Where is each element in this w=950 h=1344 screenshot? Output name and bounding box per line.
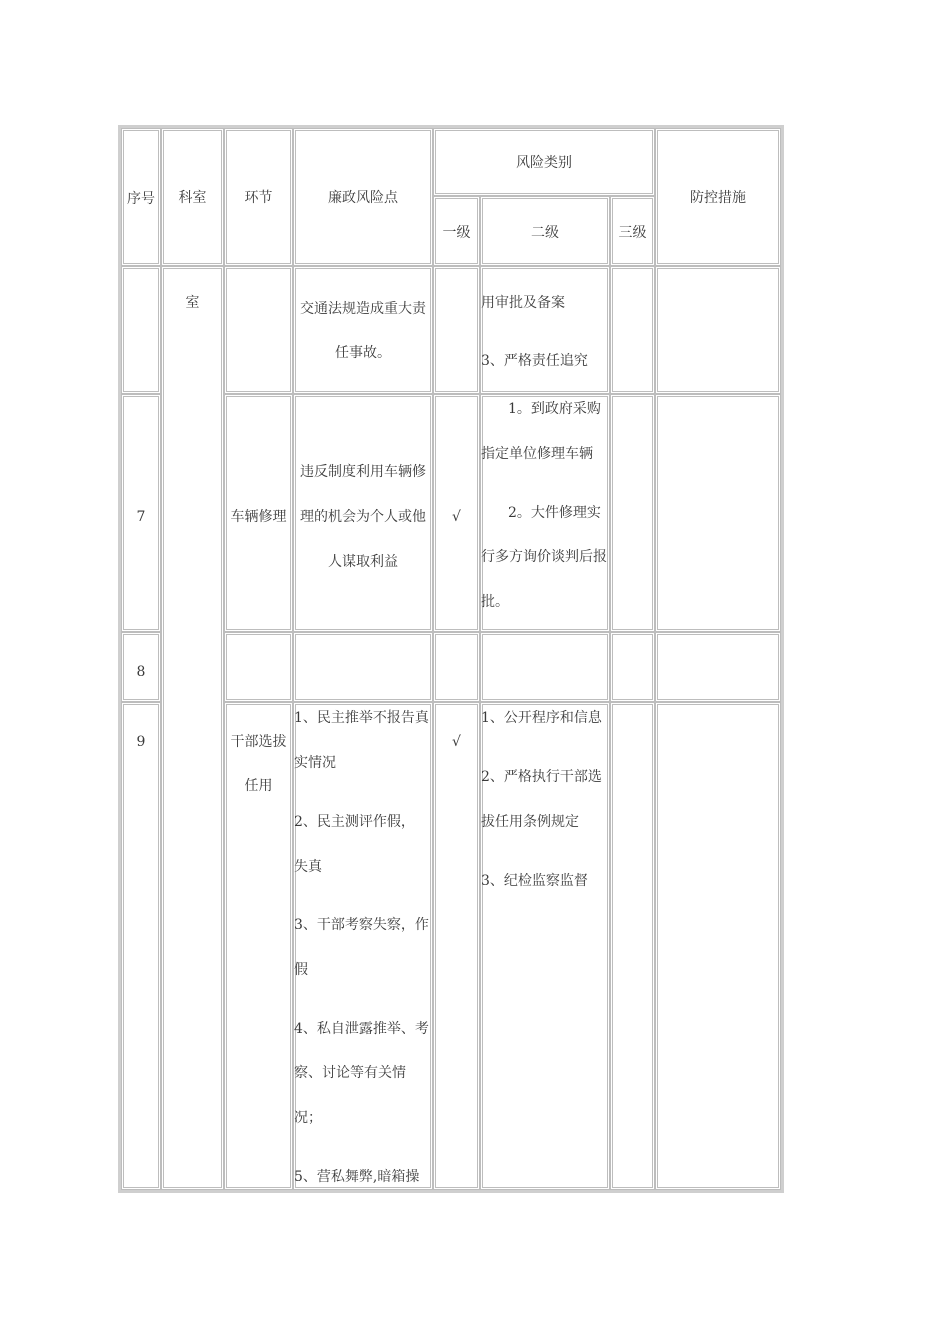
- header-level3: 三级: [618, 225, 647, 241]
- header-seq: 序号: [127, 191, 155, 207]
- row0-seq-cell: [121, 266, 161, 394]
- row9-risk-line: 实情况: [294, 755, 336, 771]
- row7-level2-line: 行多方询价谈判后报: [481, 549, 607, 565]
- row7-link: 车辆修理: [230, 509, 287, 525]
- row7-risk-line: 违反制度利用车辆修: [300, 464, 426, 480]
- row0-risk-cell: [293, 266, 433, 394]
- row7-level1-check: √: [452, 509, 461, 525]
- row8-level3-cell: [610, 632, 655, 702]
- row7-measures-cell: [655, 394, 781, 632]
- row0-level2-cell: [480, 266, 610, 394]
- row9-measures-cell: [655, 702, 781, 1190]
- header-measures: 防控措施: [690, 190, 746, 206]
- row9-risk-line: 3、干部考察失察，作: [294, 917, 429, 933]
- row9-level3-cell: [610, 702, 655, 1190]
- header-level2: 二级: [531, 225, 559, 241]
- row7-level2-line: 批。: [481, 594, 509, 610]
- row9-risk-line: 1、民主推举不报告真: [294, 710, 429, 726]
- row7-level2-line: 指定单位修理车辆: [481, 446, 593, 462]
- row0-level2-line: 用审批及备案: [481, 295, 565, 311]
- header-level1: 一级: [442, 225, 471, 241]
- row9-level2-line: 2、严格执行干部选: [481, 769, 602, 785]
- row0-level2-line: 3、严格责任追究: [481, 353, 588, 369]
- row8-link-cell: [224, 632, 293, 702]
- row0-measures-cell: [655, 266, 781, 394]
- row9-risk-line: 况；: [294, 1110, 322, 1126]
- row9-risk-line: 5、营私舞弊,暗箱操: [294, 1169, 420, 1185]
- row9-risk-line: 4、私自泄露推举、考: [294, 1021, 429, 1037]
- row8-level1-cell: [433, 632, 480, 702]
- row0-level3-cell: [610, 266, 655, 394]
- dept-label: 室: [185, 295, 200, 311]
- row9-level2-line: 3、纪检监察监督: [481, 873, 588, 889]
- row9-seq: 9: [136, 734, 146, 750]
- row0-link-cell: [224, 266, 293, 394]
- header-risk-point: 廉政风险点: [328, 190, 398, 206]
- row0-risk-line: 任事故。: [335, 345, 391, 361]
- row7-seq: 7: [136, 509, 146, 525]
- row8-risk-cell: [293, 632, 433, 702]
- row9-risk-line: 假: [294, 962, 308, 978]
- row9-risk-line: 失真: [294, 859, 322, 875]
- row7-level2-line: 2。大件修理实: [508, 505, 601, 521]
- header-dept: 科室: [178, 190, 207, 206]
- row9-risk-line: 察、讨论等有关情: [294, 1065, 406, 1081]
- row7-level3-cell: [610, 394, 655, 632]
- row7-level2-line: 1。到政府采购: [508, 401, 601, 417]
- row7-risk-line: 人谋取利益: [328, 554, 398, 570]
- row9-risk-line: 2、民主测评作假，: [294, 814, 415, 830]
- row8-level2-cell: [480, 632, 610, 702]
- row8-seq: 8: [136, 664, 146, 680]
- row8-measures-cell: [655, 632, 781, 702]
- row0-risk-line: 交通法规造成重大责: [300, 301, 426, 317]
- row9-link-line: 干部选拔: [230, 734, 287, 750]
- header-risk-category: 风险类别: [516, 155, 572, 171]
- row9-level1-cell: [433, 702, 480, 1190]
- row9-link-line: 任用: [244, 778, 273, 794]
- dept-merged-cell: [161, 266, 224, 1190]
- row9-level1-check: √: [452, 734, 461, 750]
- row7-risk-line: 理的机会为个人或他: [300, 509, 426, 525]
- row9-level2-line: 拔任用条例规定: [481, 814, 579, 830]
- row9-level2-line: 1、公开程序和信息: [481, 710, 602, 726]
- row9-seq-cell: [121, 702, 161, 1190]
- header-link: 环节: [244, 190, 273, 206]
- row0-level1-cell: [433, 266, 480, 394]
